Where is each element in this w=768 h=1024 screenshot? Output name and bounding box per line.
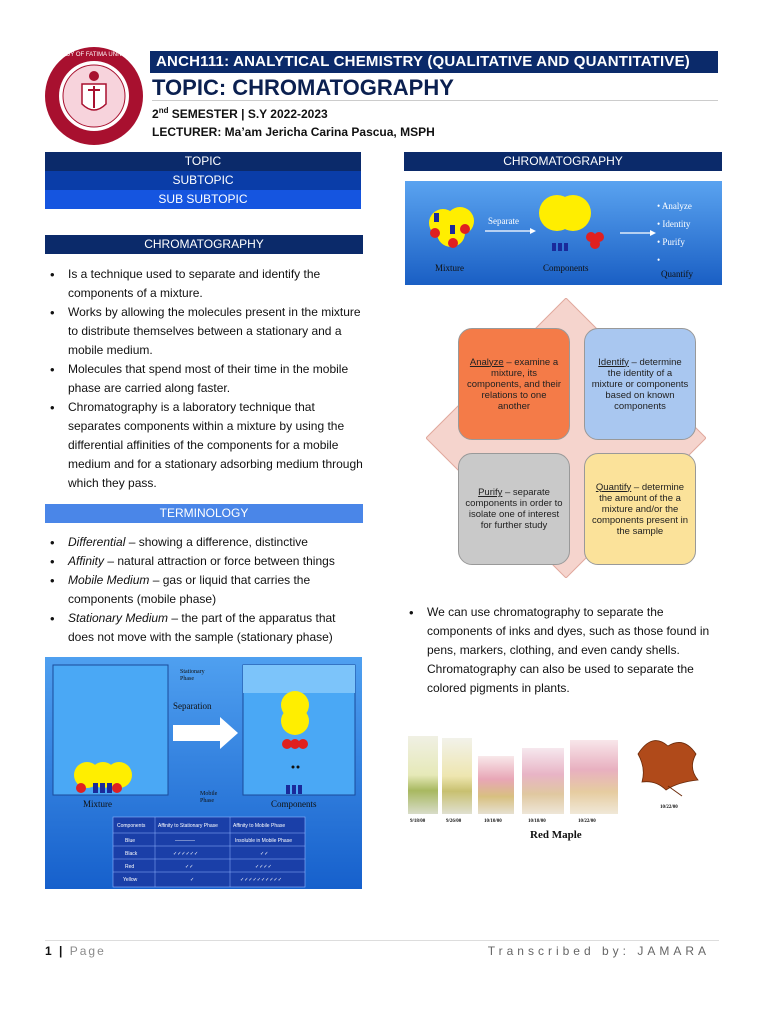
table-cell: ✓✓ [185,864,194,870]
semester-line: 2nd SEMESTER | S.Y 2022-2023 [152,106,328,121]
fig2-components-label: Components [271,799,317,809]
list-item: • Works by allowing the molecules present in the mixture to distribute themselves between a stationary and a mobile medium. [46,303,364,360]
fig2-label: Mobile [200,791,218,797]
pigment-strip [570,740,618,814]
pigment-strip [408,736,438,814]
fig1-separate-label: Separate [488,216,519,226]
transcribed-by: Transcribed by: JAMARA [487,944,710,958]
strip-date: 10/10/00 [484,819,502,824]
fig2-label: Phase [200,798,214,804]
fig2-separation-label: Separation [173,701,212,711]
list-item: • We can use chromatography to separate the components of inks and dyes, such as those found in pens, markers, clothing, and even candy shells. Chromatography can also be used to separate the colored pigments in plants. [405,603,715,698]
figure-caption: Red Maple [530,829,582,841]
term-item: • Differential – showing a difference, distinctive [46,533,364,552]
lecturer-line: LECTURER: Ma’am Jericha Carina Pascua, MSPH [152,125,435,139]
quad-purify: Purify – separate components in order to isolate one of interest for further study [458,453,570,565]
table-header: Affinity to Stationary Phase [158,823,218,829]
red-maple-chromatography-figure [406,724,718,842]
legend-subtopic: SUBTOPIC [45,171,361,190]
pigment-strip [478,756,514,814]
table-cell: ✓✓ [260,851,269,857]
chromatography-overview-figure [405,181,722,285]
chromatography-purposes-diagram [426,298,706,578]
fig1-item: • Analyze [657,201,692,211]
section-chromatography-right: CHROMATOGRAPHY [404,152,722,171]
list-item: • Is a technique used to separate and identify the components of a mixture. [46,265,364,303]
fig1-components-label: Components [543,263,589,273]
terminology-list [46,533,364,647]
table-cell: Black [125,851,138,857]
page-number: 1 | Page [45,944,106,958]
strip-date: 10/22/00 [578,819,596,824]
fig2-label: Stationary [180,669,205,675]
pigment-strip [442,738,472,814]
maple-leaf-icon [638,741,698,790]
table-cell: Insoluble in Mobile Phase [235,838,292,844]
term-item: • Stationary Medium – the part of the apparatus that does not move with the sample (stationary phase) [46,609,364,647]
table-cell: ✓ [190,877,195,883]
table-header: Affinity to Mobile Phase [233,823,286,829]
legend-subsubtopic: SUB SUBTOPIC [45,190,361,209]
fig1-mixture-label: Mixture [435,263,464,273]
list-item: • Chromatography is a laboratory technique that separates components within a mixture by using the differential affinities of the components for a mobile medium and for a stationary adsorbing medium through which they pass. [46,398,364,493]
pigment-strip [522,748,564,814]
fig1-item: Quantify [661,269,693,279]
term-item: • Affinity – natural attraction or force between things [46,552,364,571]
term-item: • Mobile Medium – gas or liquid that carries the components (mobile phase) [46,571,364,609]
fig2-label: Phase [180,676,194,682]
footer-divider [45,940,719,941]
legend-topic: TOPIC [45,152,361,171]
table-cell: ✓✓✓✓ [255,864,272,870]
strip-date: 9/18/00 [410,819,426,824]
page-title: TOPIC: CHROMATOGRAPHY [152,75,454,100]
strip-date: 10/18/00 [528,819,546,824]
svg-text:OUR LADY OF FATIMA UNIVERSITY: OUR LADY OF FATIMA UNIVERSITY [44,52,144,58]
table-cell: Yellow [123,877,138,883]
table-header: Components [117,823,146,829]
table-cell: ✓✓✓✓✓✓✓✓✓✓ [240,877,282,883]
course-title-bar: ANCH111: ANALYTICAL CHEMISTRY (QUALITATIVE AND QUANTITATIVE) [150,51,718,73]
fig1-item: • [657,255,661,265]
section-chromatography-left: CHROMATOGRAPHY [45,235,363,254]
header-divider [152,100,718,101]
fig2-mixture-label: Mixture [83,799,112,809]
chromatography-bullets [46,265,364,493]
applications-list [405,603,715,698]
fig1-item: • Identity [657,219,691,229]
table-cell: ✓✓✓✓✓✓ [173,851,199,857]
separation-diagram-figure [45,657,362,889]
table-cell: ———— [175,838,195,844]
list-item: • Molecules that spend most of their time in the mobile phase are carried along faster. [46,360,364,398]
quad-analyze: Analyze – examine a mixture, its components, and their relations to one another [458,328,570,440]
leaf-date: 10/22/00 [660,805,678,810]
fig1-item: • Purify [657,237,685,247]
university-seal-logo [44,46,144,146]
table-cell: Red [125,864,135,870]
quad-identify: Identify – determine the identity of a mixture or components based on known components [584,328,696,440]
table-cell: Blue [125,838,136,844]
strip-date: 9/26/00 [446,819,462,824]
section-terminology: TERMINOLOGY [45,504,363,523]
quad-quantify: Quantify – determine the amount of the a mixture and/or the components present in the sample [584,453,696,565]
